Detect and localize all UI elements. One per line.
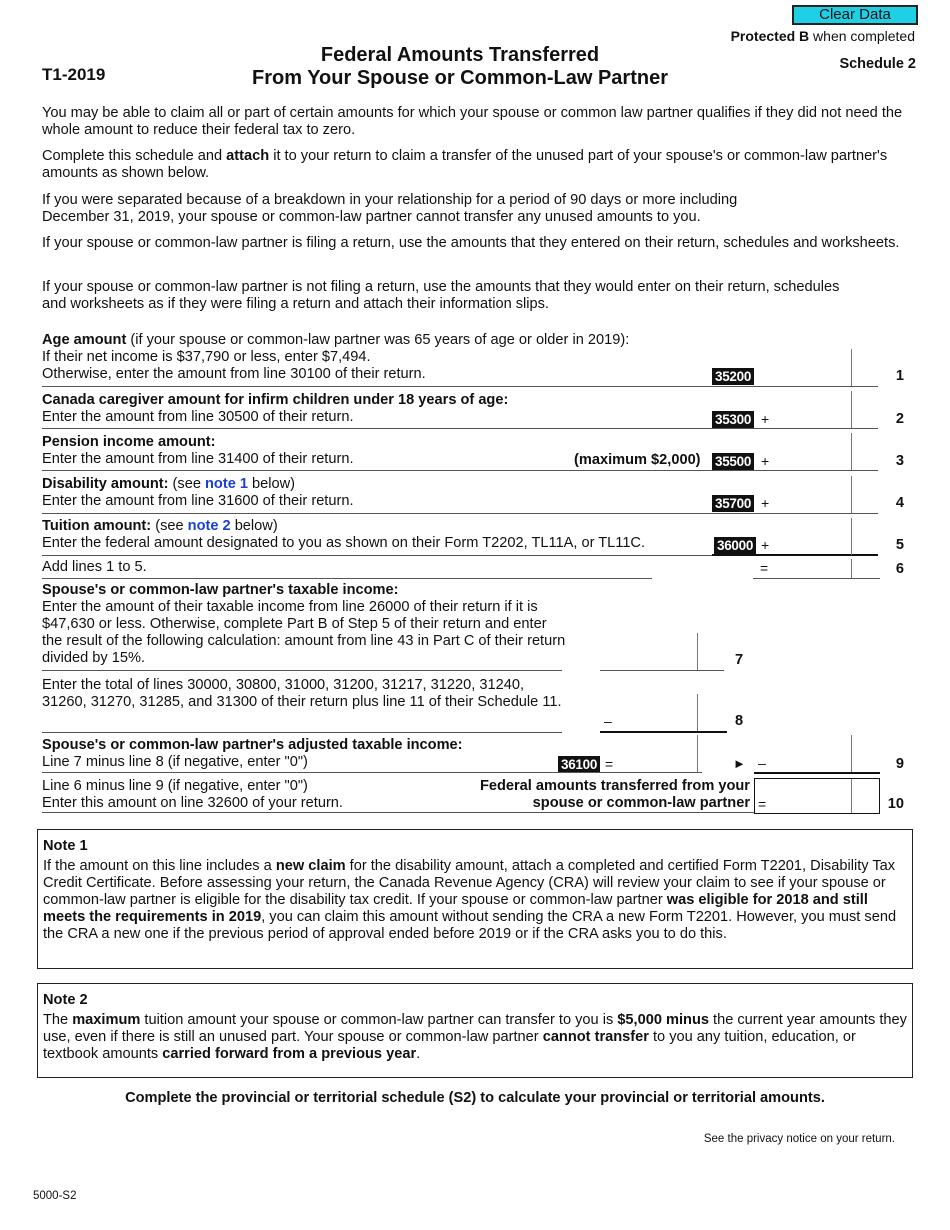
t: tuition amount your spouse or common-law partner can transfer to you is (140, 1012, 618, 1028)
line10-label (420, 778, 750, 812)
plus-sign: + (761, 537, 770, 553)
line1-input[interactable] (760, 364, 850, 384)
t: Enter the amount from line 30500 of their return. (42, 409, 354, 425)
note1-link[interactable]: note 1 (205, 476, 248, 492)
t: Enter the amount from line 31600 of their return. (42, 493, 354, 509)
line-number: 3 (895, 453, 904, 469)
line-number: 5 (895, 537, 904, 553)
t: Tuition amount: (42, 518, 152, 534)
t: $5,000 minus (617, 1012, 709, 1028)
t: for the disability amount, attach a completed and certified Form T2201, Disability Tax Credit Certificate. Before assessing your return, the Canada Revenue Agency (CRA) will review your claim to see if your spouse or common-law partner is eligible for the disability tax credit. If your spouse or common-law partner (43, 858, 896, 908)
minus-sign: – (604, 713, 612, 729)
line-number: 10 (887, 796, 904, 812)
line-number: 1 (895, 368, 904, 384)
t: new claim (275, 858, 346, 874)
note1-body (43, 858, 907, 943)
t: maximum (72, 1012, 141, 1028)
title-line-1: Federal Amounts Transferred (320, 44, 600, 66)
line-number: 2 (895, 411, 904, 427)
line8-text: Enter the total of lines 30000, 30800, 31000, 31200, 31217, 31220, 31240, 31260, 31270, 31285, and 31300 of their return plus line 11 of their Schedule 11. (42, 677, 562, 710)
line7-input[interactable] (602, 648, 696, 668)
line8-input[interactable] (616, 710, 696, 730)
equals-sign: = (605, 756, 614, 772)
code-36000: 36000 (714, 537, 756, 554)
t: Disability amount: (42, 476, 169, 492)
plus-sign: + (761, 453, 770, 469)
line3-input[interactable] (772, 448, 850, 468)
clear-data-button[interactable]: Clear Data (792, 5, 918, 25)
line-number: 7 (735, 652, 744, 668)
note2-title: Note 2 (43, 992, 88, 1008)
t: Spouse's or common-law partner's adjusted taxable income: (42, 737, 463, 753)
code-35500: 35500 (712, 453, 754, 470)
t: Complete this schedule and (42, 148, 227, 164)
line2-text (42, 392, 702, 426)
code-35300: 35300 (712, 411, 754, 428)
line1-text (42, 332, 702, 383)
t: cannot transfer (542, 1029, 649, 1045)
t: carried forward from a previous year (162, 1046, 417, 1062)
note1-title: Note 1 (43, 838, 88, 854)
note2-link[interactable]: note 2 (187, 518, 231, 534)
line10-text (42, 778, 343, 812)
schedule-label: Schedule 2 (839, 56, 916, 72)
privacy-notice: See the privacy notice on your return. (703, 1133, 895, 1145)
line-number: 8 (735, 713, 744, 729)
t: (if your spouse or common-law partner was 65 years of age or older in 2019): (126, 332, 630, 348)
form-code: 5000-S2 (33, 1190, 77, 1202)
protected-b: Protected B (730, 28, 810, 44)
intro-p1: You may be able to claim all or part of certain amounts for which your spouse or common law partner qualifies if they did not need the whole amount to reduce their federal tax to zero. (42, 105, 903, 138)
t: to you any tuition, education, or textbook amounts (43, 1029, 856, 1062)
t: below) (247, 476, 296, 492)
t: Enter the amount from line 31400 of their return. (42, 451, 354, 467)
line7-text (42, 582, 567, 667)
intro-p3: If you were separated because of a breakdown in your relationship for a period of 90 days or more including December 31, 2019, your spouse or common-law partner cannot transfer any unused amounts to you. (42, 192, 738, 225)
t: If their net income is $37,790 or less, enter $7,494. (42, 349, 371, 365)
line-number: 6 (895, 561, 904, 577)
max-label: (maximum $2,000) (574, 452, 701, 468)
plus-sign: + (761, 411, 770, 427)
note2-body (43, 1012, 907, 1063)
t: , you can claim this amount without sending the CRA a new Form T2201. However, you must send the CRA a new one if the previous period of approval ended before 2019 or if the CRA asks you to do this. (43, 909, 897, 942)
t: (see (168, 476, 205, 492)
equals-sign: = (758, 796, 767, 812)
t: attach (226, 148, 270, 164)
note-1 (37, 829, 913, 969)
t: If the amount on this line includes a (43, 858, 276, 874)
line2-input[interactable] (772, 406, 850, 426)
title-line-2: From Your Spouse or Common-Law Partner (252, 67, 668, 89)
t: Enter the amount of their taxable income from line 26000 of their return if it is $47,630 or less. Otherwise, complete Part B of Step 5 of their return and enter the result of the following calculation: amount from line 43 in Part C of their return divided by 15%. (42, 599, 566, 666)
t: was eligible for 2018 and still meets the requirements in 2019 (43, 892, 868, 925)
note-2 (37, 983, 913, 1078)
t: . (416, 1046, 421, 1062)
t: Canada caregiver amount for infirm children under 18 years of age: (42, 392, 509, 408)
t: spouse or common-law partner (532, 795, 750, 811)
t: Line 7 minus line 8 (if negative, enter "0") (42, 754, 308, 770)
t: Federal amounts transferred from your (479, 778, 750, 794)
t: Spouse's or common-law partner's taxable income: (42, 582, 399, 598)
t: Age amount (42, 332, 127, 348)
line9-adjusted-input[interactable] (618, 752, 696, 770)
intro-p4: If your spouse or common-law partner is filing a return, use the amounts that they entered on their return, schedules and worksheets. (42, 235, 900, 251)
t: Line 6 minus line 9 (if negative, enter "0") (42, 778, 308, 794)
minus-sign: – (758, 755, 766, 771)
intro-p5: If your spouse or common-law partner is not filing a return, use the amounts that they would enter on their return, schedules and worksheets as if they were filing a return and attach their information slips. (42, 279, 840, 312)
form-id: T1-2019 (42, 65, 106, 84)
page-title (200, 44, 720, 90)
t: below) (230, 518, 278, 534)
provincial-instruction: Complete the provincial or territorial schedule (S2) to calculate your provincial or territorial amounts. (125, 1090, 825, 1106)
line-number: 9 (895, 756, 904, 772)
t: the current year amounts they use, even if there is still an unused part. Your spouse or common-law partner (43, 1012, 907, 1045)
code-35700: 35700 (712, 495, 754, 512)
line5-input[interactable] (772, 533, 850, 553)
line5-text (42, 518, 722, 552)
arrow-right-icon: ► (733, 756, 746, 771)
t: it to your return to claim a transfer of the unused part of your spouse's or common-law partner's amounts as shown below. (42, 148, 888, 181)
t: Pension income amount: (42, 434, 216, 450)
code-36100: 36100 (558, 756, 600, 773)
protected-label (731, 28, 915, 45)
code-35200: 35200 (712, 368, 754, 385)
line4-input[interactable] (772, 490, 850, 510)
line6-input[interactable] (772, 559, 850, 577)
t: Enter the federal amount designated to you as shown on their Form T2202, TL11A, or TL11C. (42, 535, 646, 551)
plus-sign: + (761, 495, 770, 511)
t: Otherwise, enter the amount from line 30100 of their return. (42, 366, 426, 382)
line4-text (42, 476, 702, 510)
line9-text (42, 737, 602, 771)
t: The (43, 1012, 73, 1028)
line9-input[interactable] (772, 750, 850, 770)
t: (see (151, 518, 188, 534)
equals-sign: = (760, 560, 769, 576)
t: Enter this amount on line 32600 of your return. (42, 795, 343, 811)
line-number: 4 (895, 495, 904, 511)
protected-rest: when completed (809, 28, 915, 44)
line10-input[interactable] (754, 778, 880, 814)
intro-p2 (42, 148, 912, 182)
line6-text: Add lines 1 to 5. (42, 559, 147, 575)
